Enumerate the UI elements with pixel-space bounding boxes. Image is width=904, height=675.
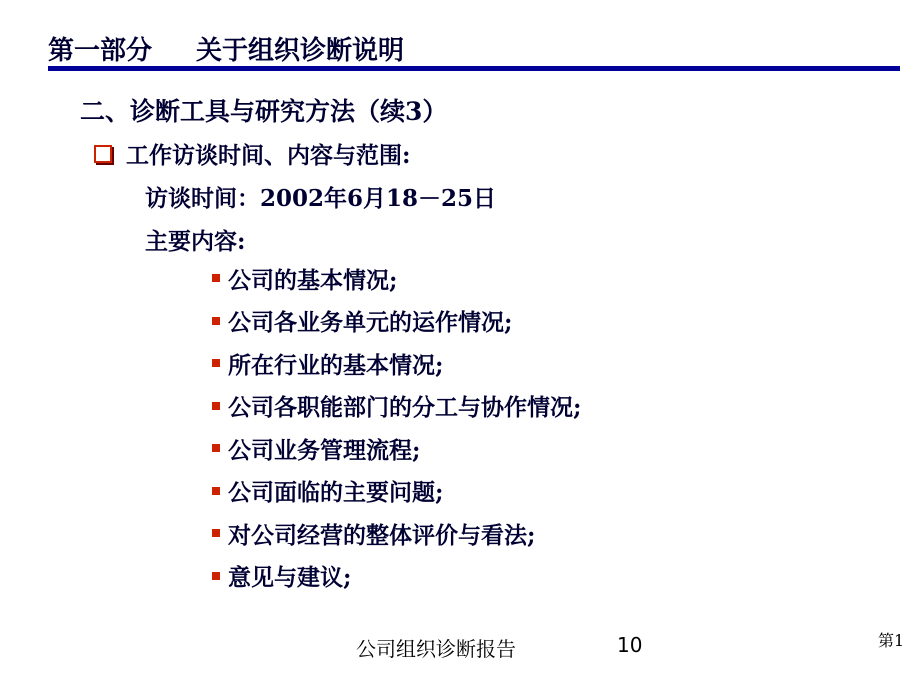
- slide-header: [48, 30, 404, 67]
- page-number: 10: [617, 633, 643, 657]
- section-heading: 二、诊断工具与研究方法（续3）: [80, 97, 448, 126]
- list-item: [212, 427, 582, 470]
- footer-title: 公司组织诊断报告: [356, 637, 516, 661]
- square-bullet-icon: [212, 317, 220, 325]
- subsection-label: 工作访谈时间、内容与范围:: [126, 142, 411, 169]
- square-bullet-icon: [212, 274, 220, 282]
- list-item: [212, 555, 582, 598]
- header-rule: [48, 66, 900, 71]
- square-bullet-icon: [212, 572, 220, 580]
- slide-title: 关于组织诊断说明: [196, 36, 405, 66]
- square-bullet-icon: [212, 444, 220, 452]
- list-item-text: 意见与建议;: [228, 564, 352, 592]
- square-bullet-icon: [212, 529, 220, 537]
- list-item-text: 公司的基本情况;: [228, 266, 398, 294]
- square-bullet-icon: [212, 359, 220, 367]
- square-bullet-icon: [212, 402, 220, 410]
- list-item: [212, 342, 582, 385]
- main-content-label: 主要内容:: [145, 228, 246, 255]
- list-item-text: 对公司经营的整体评价与看法;: [228, 521, 536, 549]
- list-item: [212, 300, 582, 343]
- checkbox-icon: [94, 145, 112, 163]
- list-item-text: 公司各职能部门的分工与协作情况;: [228, 394, 582, 422]
- interview-time: 访谈时间：2002年6月18－25日: [145, 185, 497, 212]
- list-item: [212, 385, 582, 428]
- list-item: [212, 257, 582, 300]
- list-item-text: 公司各业务单元的运作情况;: [228, 309, 513, 337]
- list-item-text: 公司面临的主要问题;: [228, 479, 444, 507]
- list-item: [212, 512, 582, 555]
- square-bullet-icon: [212, 487, 220, 495]
- section-label: 第一部分: [48, 36, 153, 66]
- content-list: [212, 257, 582, 597]
- corner-page-mark: 第1: [878, 631, 904, 650]
- list-item-text: 所在行业的基本情况;: [228, 351, 444, 379]
- subsection-heading: [94, 137, 411, 170]
- list-item-text: 公司业务管理流程;: [228, 436, 421, 464]
- list-item: [212, 470, 582, 513]
